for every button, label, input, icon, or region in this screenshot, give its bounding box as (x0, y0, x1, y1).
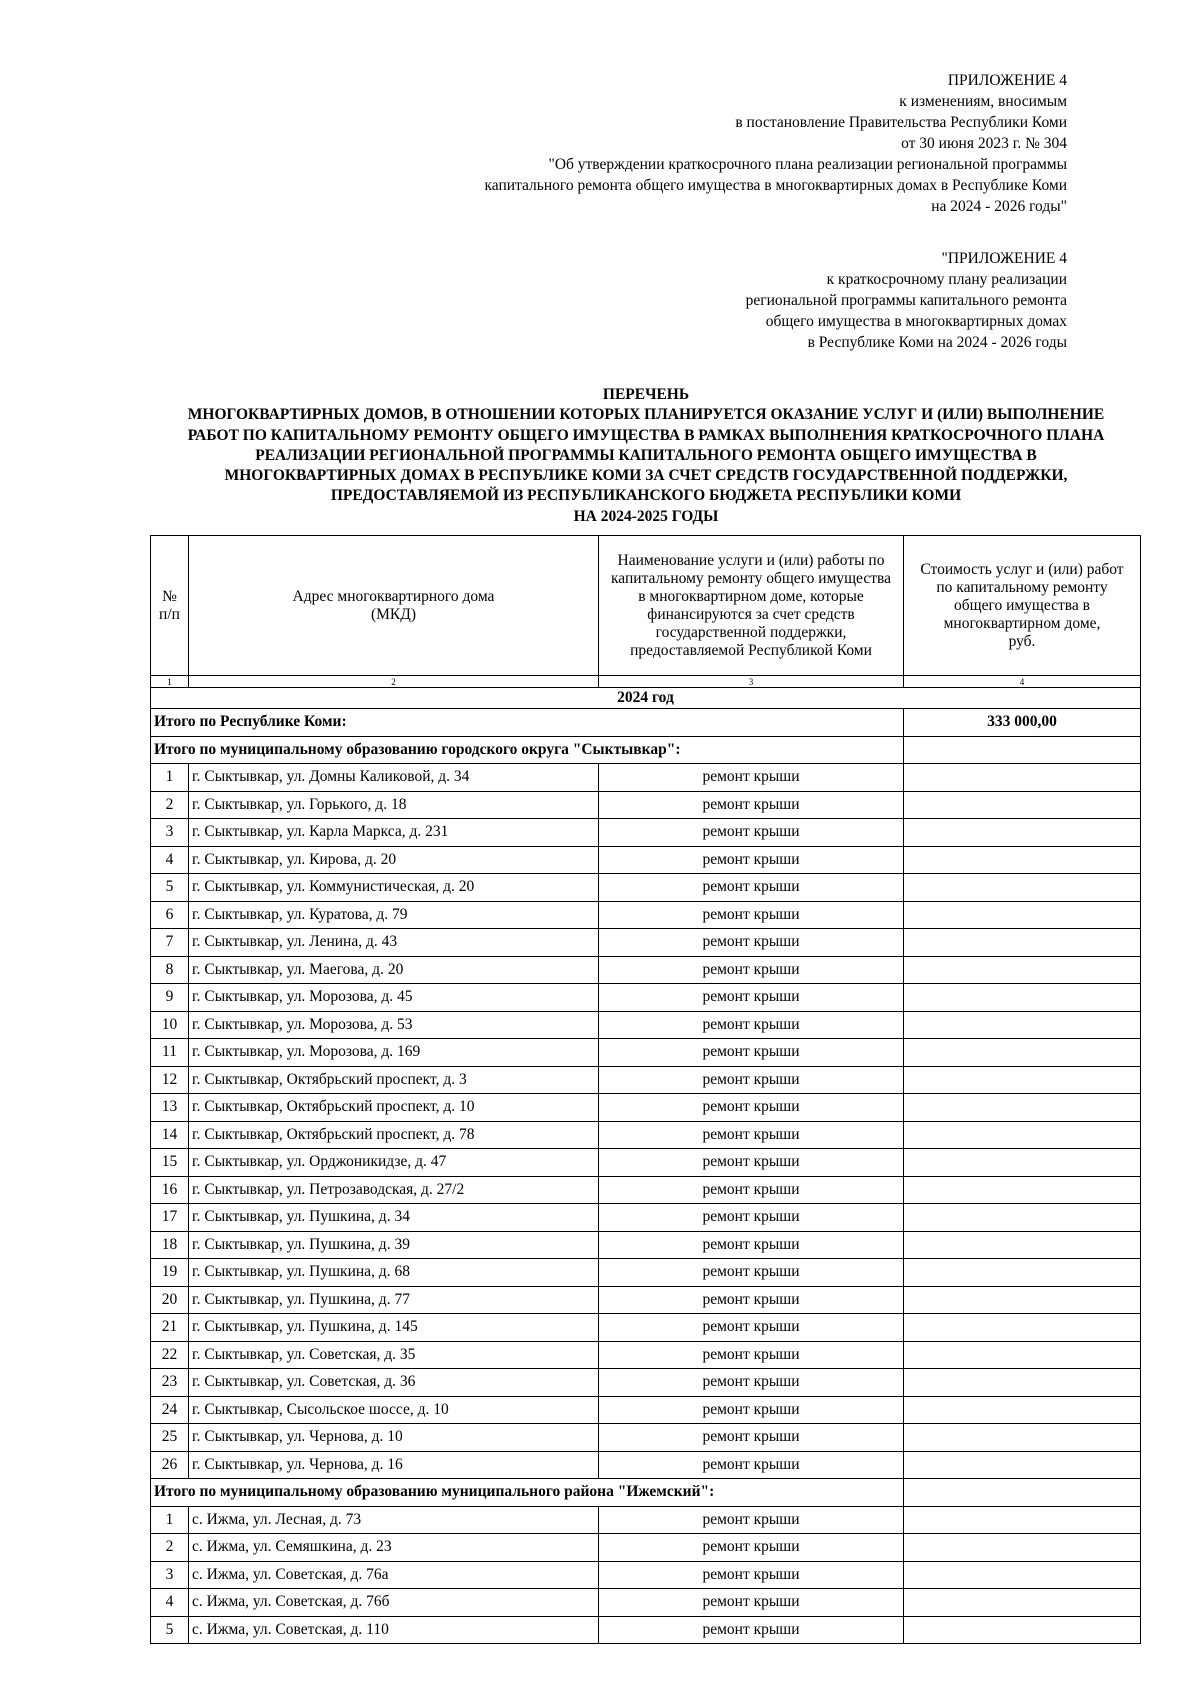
row-number: 5 (151, 1616, 189, 1644)
table-row (151, 956, 1141, 984)
table-row (151, 1066, 1141, 1094)
row-cost (904, 1369, 1141, 1397)
row-address: г. Сыктывкар, ул. Чернова, д. 10 (189, 1424, 599, 1452)
row-number: 20 (151, 1286, 189, 1314)
table-row (151, 1204, 1141, 1232)
cost-header-line: Стоимость услуг и (или) работ (920, 560, 1124, 578)
row-service: ремонт крыши (599, 1534, 904, 1562)
row-number: 13 (151, 1094, 189, 1122)
row-service: ремонт крыши (599, 819, 904, 847)
row-number: 1 (151, 764, 189, 792)
column-number-row (151, 676, 1141, 688)
row-service: ремонт крыши (599, 1121, 904, 1149)
row-service: ремонт крыши (599, 1616, 904, 1644)
table-row (151, 1259, 1141, 1287)
row-number: 8 (151, 956, 189, 984)
row-number: 22 (151, 1341, 189, 1369)
row-number: 16 (151, 1176, 189, 1204)
table-row (151, 901, 1141, 929)
row-number: 10 (151, 1011, 189, 1039)
annex-header (485, 70, 1068, 217)
row-service: ремонт крыши (599, 1011, 904, 1039)
group-label: Итого по муниципальному образованию городского округа "Сыктывкар": (151, 736, 904, 764)
row-number: 18 (151, 1231, 189, 1259)
table-row (151, 874, 1141, 902)
title-line: РАБОТ ПО КАПИТАЛЬНОМУ РЕМОНТУ ОБЩЕГО ИМУЩЕСТВА В РАМКАХ ВЫПОЛНЕНИЯ КРАТКОСРОЧНОГО ПЛАНА (187, 426, 1105, 444)
row-service: ремонт крыши (599, 1039, 904, 1067)
row-address: с. Ижма, ул. Семяшкина, д. 23 (189, 1534, 599, 1562)
row-service: ремонт крыши (599, 1286, 904, 1314)
row-number: 15 (151, 1149, 189, 1177)
row-address: г. Сыктывкар, ул. Кирова, д. 20 (189, 846, 599, 874)
title-line: МНОГОКВАРТИРНЫХ ДОМАХ В РЕСПУБЛИКЕ КОМИ ЗА СЧЕТ СРЕДСТВ ГОСУДАРСТВЕННОЙ ПОДДЕРЖКИ, (224, 467, 1068, 485)
row-number: 2 (151, 791, 189, 819)
row-service: ремонт крыши (599, 901, 904, 929)
row-address: г. Сыктывкар, ул. Ленина, д. 43 (189, 929, 599, 957)
row-address: г. Сыктывкар, ул. Коммунистическая, д. 20 (189, 874, 599, 902)
row-cost (904, 1286, 1141, 1314)
row-service: ремонт крыши (599, 1314, 904, 1342)
row-service: ремонт крыши (599, 1561, 904, 1589)
address-header-line2: (МКД) (370, 605, 417, 623)
row-cost (904, 1149, 1141, 1177)
document-title (140, 385, 1152, 527)
row-cost (904, 1094, 1141, 1122)
row-address: г. Сыктывкар, Октябрьский проспект, д. 78 (189, 1121, 599, 1149)
annex-line: на 2024 - 2026 годы" (931, 198, 1067, 215)
row-number: 26 (151, 1451, 189, 1479)
row-service: ремонт крыши (599, 984, 904, 1012)
table-row (151, 1121, 1141, 1149)
row-number: 11 (151, 1039, 189, 1067)
table-header-row (151, 536, 1141, 676)
title-line: ПЕРЕЧЕНЬ (602, 386, 690, 403)
row-number: 19 (151, 1259, 189, 1287)
row-service: ремонт крыши (599, 1369, 904, 1397)
column-header-number (151, 536, 189, 676)
table-row (151, 764, 1141, 792)
total-row (151, 709, 1141, 737)
table-row (151, 1286, 1141, 1314)
service-header-line: капитальному ремонту общего имущества (611, 569, 891, 587)
row-address: г. Сыктывкар, ул. Советская, д. 35 (189, 1341, 599, 1369)
column-number: 1 (151, 676, 189, 688)
group-value (904, 736, 1141, 764)
num-header-line1: № (162, 587, 177, 605)
row-cost (904, 1066, 1141, 1094)
column-number: 2 (189, 676, 599, 688)
service-header-line: финансируются за счет средств (647, 605, 855, 623)
row-cost (904, 1589, 1141, 1617)
row-address: г. Сыктывкар, ул. Чернова, д. 16 (189, 1451, 599, 1479)
column-number: 4 (904, 676, 1141, 688)
plan-annex-line: к краткосрочному плану реализации (826, 271, 1067, 288)
table-row (151, 1176, 1141, 1204)
table-row (151, 1561, 1141, 1589)
row-address: г. Сыктывкар, ул. Орджоникидзе, д. 47 (189, 1149, 599, 1177)
row-cost (904, 1451, 1141, 1479)
row-address: г. Сыктывкар, ул. Карла Маркса, д. 231 (189, 819, 599, 847)
table-row (151, 791, 1141, 819)
row-service: ремонт крыши (599, 764, 904, 792)
column-header-cost (904, 536, 1141, 676)
houses-table (150, 535, 1141, 1644)
row-cost (904, 1396, 1141, 1424)
row-cost (904, 1121, 1141, 1149)
table-row (151, 984, 1141, 1012)
table-row (151, 1506, 1141, 1534)
table-row (151, 1149, 1141, 1177)
row-service: ремонт крыши (599, 1506, 904, 1534)
row-cost (904, 819, 1141, 847)
plan-annex-line: общего имущества в многоквартирных домах (765, 313, 1067, 330)
row-address: г. Сыктывкар, ул. Пушкина, д. 77 (189, 1286, 599, 1314)
row-cost (904, 1424, 1141, 1452)
service-header-line: государственной поддержки, (655, 623, 847, 641)
table-row (151, 1011, 1141, 1039)
row-service: ремонт крыши (599, 1589, 904, 1617)
row-service: ремонт крыши (599, 1231, 904, 1259)
row-cost (904, 846, 1141, 874)
year-label: 2024 год (151, 688, 1141, 709)
row-service: ремонт крыши (599, 1176, 904, 1204)
row-service: ремонт крыши (599, 846, 904, 874)
num-header-line2: п/п (159, 605, 180, 623)
row-cost (904, 764, 1141, 792)
row-service: ремонт крыши (599, 1066, 904, 1094)
row-number: 12 (151, 1066, 189, 1094)
row-cost (904, 901, 1141, 929)
row-service: ремонт крыши (599, 1204, 904, 1232)
row-address: г. Сыктывкар, ул. Советская, д. 36 (189, 1369, 599, 1397)
table-row (151, 1534, 1141, 1562)
cost-header-line: по капитальному ремонту (936, 578, 1108, 596)
service-header-line: Наименование услуги и (или) работы по (617, 551, 885, 569)
address-header-line1: Адрес многоквартирного дома (292, 587, 495, 605)
row-address: г. Сыктывкар, ул. Домны Каликовой, д. 34 (189, 764, 599, 792)
table-row (151, 846, 1141, 874)
row-cost (904, 1314, 1141, 1342)
table-row (151, 1396, 1141, 1424)
group-row (151, 1479, 1141, 1507)
row-address: с. Ижма, ул. Советская, д. 76а (189, 1561, 599, 1589)
table-row (151, 1341, 1141, 1369)
plan-annex-header (746, 248, 1067, 353)
row-cost (904, 1534, 1141, 1562)
title-line: НА 2024-2025 ГОДЫ (573, 507, 719, 525)
row-service: ремонт крыши (599, 1451, 904, 1479)
row-address: г. Сыктывкар, ул. Морозова, д. 45 (189, 984, 599, 1012)
row-cost (904, 1341, 1141, 1369)
row-service: ремонт крыши (599, 874, 904, 902)
row-cost (904, 1616, 1141, 1644)
column-number: 3 (599, 676, 904, 688)
row-cost (904, 1039, 1141, 1067)
row-number: 4 (151, 1589, 189, 1617)
table-row (151, 1369, 1141, 1397)
year-row (151, 688, 1141, 709)
row-address: г. Сыктывкар, Октябрьский проспект, д. 3 (189, 1066, 599, 1094)
plan-annex-line: "ПРИЛОЖЕНИЕ 4 (941, 250, 1067, 267)
group-row (151, 736, 1141, 764)
row-number: 21 (151, 1314, 189, 1342)
row-service: ремонт крыши (599, 1094, 904, 1122)
group-value (904, 1479, 1141, 1507)
table-row (151, 1231, 1141, 1259)
row-number: 24 (151, 1396, 189, 1424)
row-service: ремонт крыши (599, 956, 904, 984)
annex-line: ПРИЛОЖЕНИЕ 4 (947, 72, 1067, 89)
title-line: МНОГОКВАРТИРНЫХ ДОМОВ, В ОТНОШЕНИИ КОТОРЫХ ПЛАНИРУЕТСЯ ОКАЗАНИЕ УСЛУГ И (ИЛИ) ВЫПОЛНЕНИЕ (187, 406, 1105, 424)
annex-line: от 30 июня 2023 г. № 304 (901, 135, 1067, 152)
row-number: 9 (151, 984, 189, 1012)
table-row (151, 1451, 1141, 1479)
row-cost (904, 1231, 1141, 1259)
row-cost (904, 1561, 1141, 1589)
plan-annex-line: в Республике Коми на 2024 - 2026 годы (807, 334, 1067, 351)
group-label: Итого по муниципальному образованию муниципального района "Ижемский": (151, 1479, 904, 1507)
row-cost (904, 1176, 1141, 1204)
row-address: г. Сыктывкар, Сысольское шоссе, д. 10 (189, 1396, 599, 1424)
row-service: ремонт крыши (599, 1341, 904, 1369)
row-number: 5 (151, 874, 189, 902)
annex-line: к изменениям, вносимым (899, 93, 1067, 110)
row-number: 1 (151, 1506, 189, 1534)
row-cost (904, 984, 1141, 1012)
row-address: с. Ижма, ул. Советская, д. 110 (189, 1616, 599, 1644)
service-header-line: в многоквартирном доме, которые (638, 587, 864, 605)
row-number: 4 (151, 846, 189, 874)
cost-header-line: общего имущества в (954, 596, 1090, 614)
row-address: г. Сыктывкар, ул. Пушкина, д. 68 (189, 1259, 599, 1287)
table-row (151, 1589, 1141, 1617)
cost-header-line: руб. (1008, 632, 1036, 650)
row-address: г. Сыктывкар, Октябрьский проспект, д. 10 (189, 1094, 599, 1122)
row-service: ремонт крыши (599, 1259, 904, 1287)
row-number: 6 (151, 901, 189, 929)
cost-header-line: многоквартирном доме, (943, 614, 1101, 632)
table-row (151, 1094, 1141, 1122)
row-address: с. Ижма, ул. Советская, д. 76б (189, 1589, 599, 1617)
row-number: 7 (151, 929, 189, 957)
row-service: ремонт крыши (599, 1424, 904, 1452)
table-row (151, 1424, 1141, 1452)
table-row (151, 1314, 1141, 1342)
row-address: г. Сыктывкар, ул. Куратова, д. 79 (189, 901, 599, 929)
row-number: 25 (151, 1424, 189, 1452)
row-cost (904, 1204, 1141, 1232)
annex-line: в постановление Правительства Республики Коми (735, 114, 1067, 131)
row-number: 3 (151, 1561, 189, 1589)
row-address: г. Сыктывкар, ул. Маегова, д. 20 (189, 956, 599, 984)
total-value: 333 000,00 (904, 709, 1141, 737)
row-cost (904, 956, 1141, 984)
row-address: г. Сыктывкар, ул. Петрозаводская, д. 27/2 (189, 1176, 599, 1204)
table-row (151, 819, 1141, 847)
row-address: г. Сыктывкар, ул. Морозова, д. 169 (189, 1039, 599, 1067)
row-address: с. Ижма, ул. Лесная, д. 73 (189, 1506, 599, 1534)
row-number: 17 (151, 1204, 189, 1232)
table-row (151, 1039, 1141, 1067)
service-header-line: предоставляемой Республикой Коми (630, 641, 872, 659)
row-number: 2 (151, 1534, 189, 1562)
row-cost (904, 1506, 1141, 1534)
annex-line: "Об утверждении краткосрочного плана реализации региональной программы (548, 156, 1067, 173)
table-row (151, 929, 1141, 957)
total-label: Итого по Республике Коми: (151, 709, 904, 737)
title-line: РЕАЛИЗАЦИИ РЕГИОНАЛЬНОЙ ПРОГРАММЫ КАПИТАЛЬНОГО РЕМОНТА ОБЩЕГО ИМУЩЕСТВА В (255, 446, 1037, 464)
row-service: ремонт крыши (599, 1149, 904, 1177)
table-row (151, 1616, 1141, 1644)
row-service: ремонт крыши (599, 929, 904, 957)
row-service: ремонт крыши (599, 1396, 904, 1424)
plan-annex-line: региональной программы капитального ремонта (745, 292, 1067, 309)
row-number: 3 (151, 819, 189, 847)
column-header-service (599, 536, 904, 676)
row-service: ремонт крыши (599, 791, 904, 819)
annex-line: капитального ремонта общего имущества в многоквартирных домах в Республике Коми (484, 177, 1067, 194)
row-cost (904, 1011, 1141, 1039)
row-cost (904, 874, 1141, 902)
row-number: 14 (151, 1121, 189, 1149)
row-address: г. Сыктывкар, ул. Пушкина, д. 145 (189, 1314, 599, 1342)
column-header-address (189, 536, 599, 676)
row-address: г. Сыктывкар, ул. Пушкина, д. 39 (189, 1231, 599, 1259)
title-line: ПРЕДОСТАВЛЯЕМОЙ ИЗ РЕСПУБЛИКАНСКОГО БЮДЖЕТА РЕСПУБЛИКИ КОМИ (330, 487, 962, 505)
row-cost (904, 791, 1141, 819)
row-cost (904, 1259, 1141, 1287)
row-number: 23 (151, 1369, 189, 1397)
row-address: г. Сыктывкар, ул. Морозова, д. 53 (189, 1011, 599, 1039)
row-cost (904, 929, 1141, 957)
row-address: г. Сыктывкар, ул. Горького, д. 18 (189, 791, 599, 819)
row-address: г. Сыктывкар, ул. Пушкина, д. 34 (189, 1204, 599, 1232)
